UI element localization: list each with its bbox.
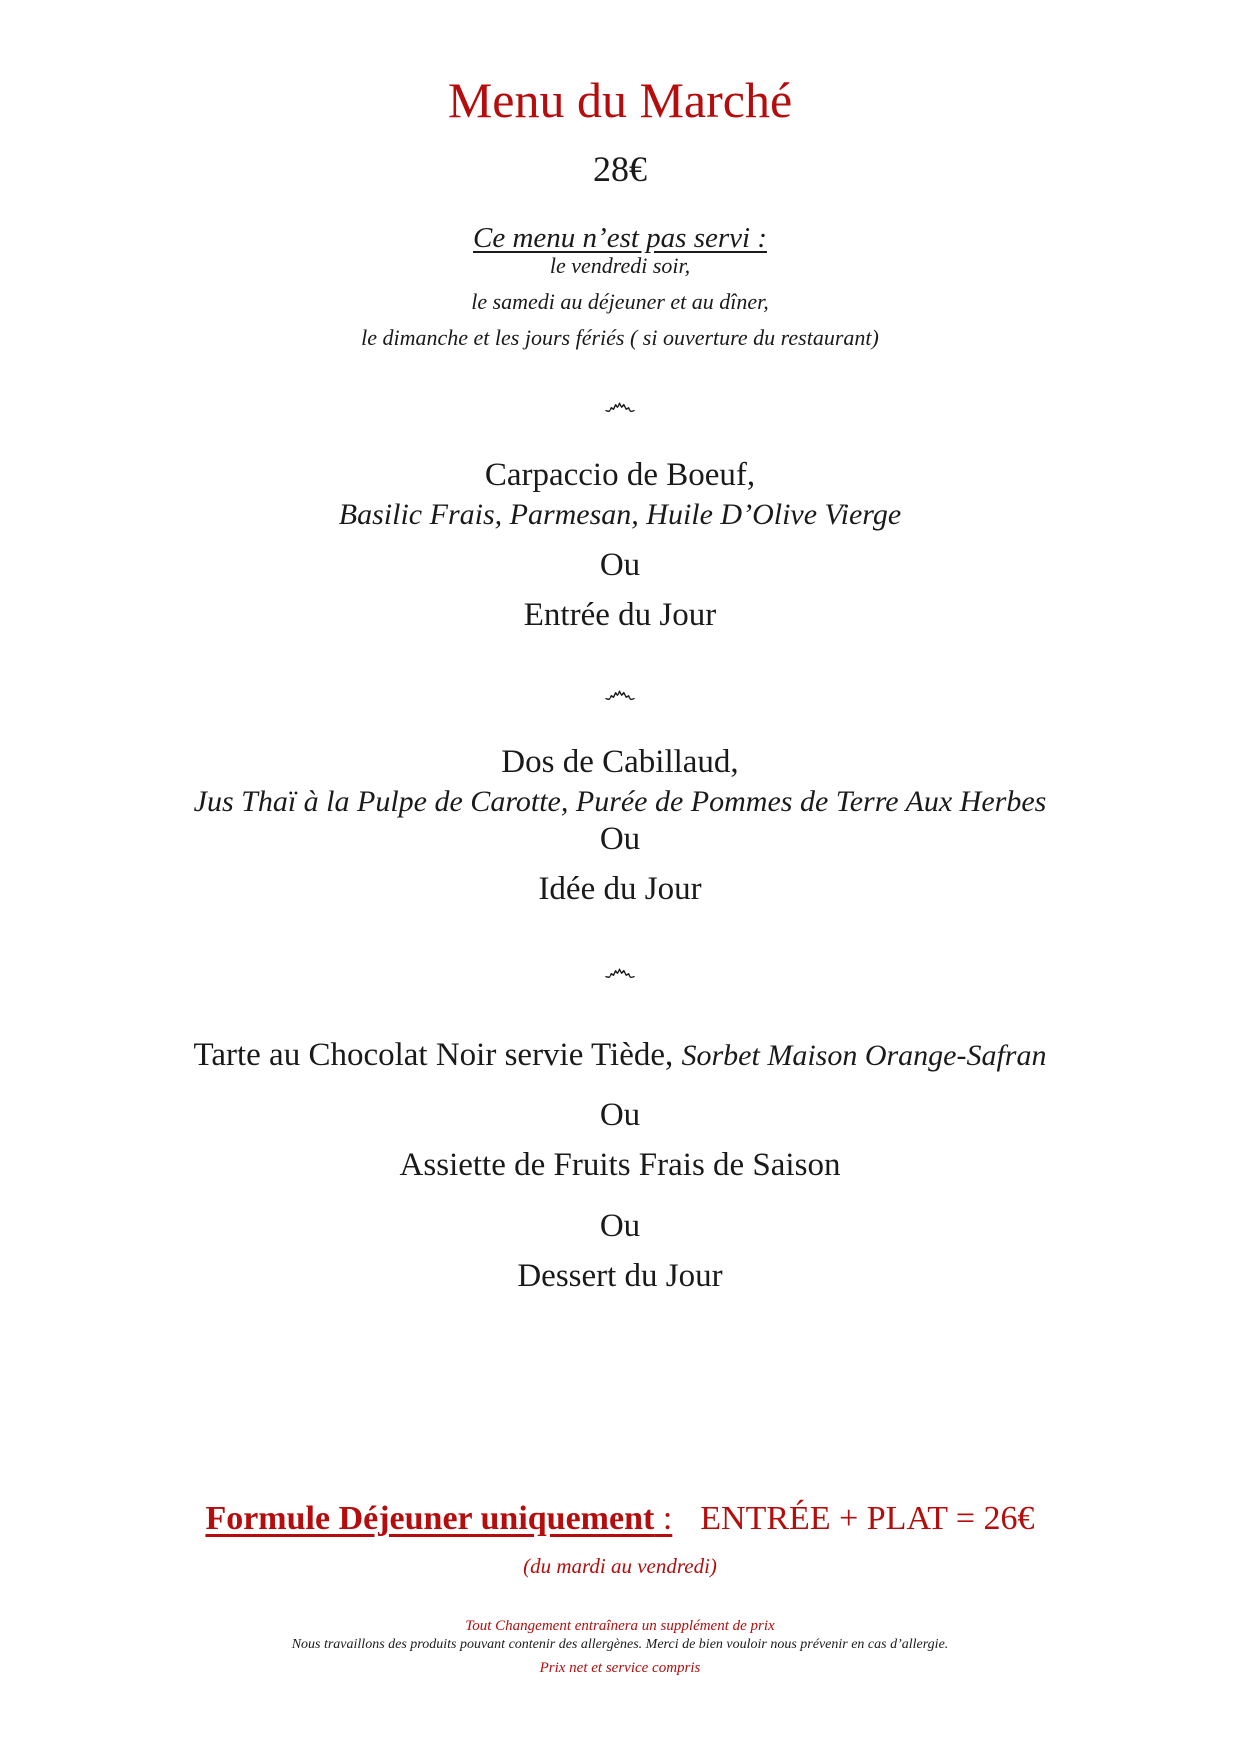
- dessert-or-1: Ou: [599, 1097, 641, 1133]
- footer-price-note: Prix net et service compris: [539, 1660, 701, 1676]
- flourish-icon: ෴: [603, 674, 637, 711]
- main-or: Ou: [599, 821, 641, 857]
- starter-dish: Carpaccio de Boeuf,: [484, 457, 756, 493]
- notice-heading: Ce menu n’est pas servi :: [473, 222, 767, 254]
- dessert-description: Sorbet Maison Orange-Safran: [681, 1039, 1047, 1072]
- formule-days: (du mardi au vendredi): [523, 1554, 717, 1578]
- dessert-alternative-2: Dessert du Jour: [517, 1258, 723, 1294]
- notice-line-sunday: le dimanche et les jours fériés ( si ouverture du restaurant): [361, 325, 879, 350]
- dessert-or-2: Ou: [599, 1208, 641, 1244]
- flourish-icon: ෴: [603, 952, 637, 989]
- menu-title: Menu du Marché: [447, 72, 793, 128]
- main-alternative: Idée du Jour: [538, 871, 702, 907]
- flourish-icon: ෴: [603, 386, 637, 423]
- notice-line-friday: le vendredi soir,: [549, 253, 691, 278]
- dessert-line: [0, 1036, 1240, 1076]
- formule-separator: :: [654, 1500, 673, 1537]
- starter-description: Basilic Frais, Parmesan, Huile D’Olive Vierge: [338, 498, 902, 531]
- main-description: Jus Thaï à la Pulpe de Carotte, Purée de Pommes de Terre Aux Herbes: [193, 785, 1047, 818]
- notice-line-saturday: le samedi au déjeuner et au dîner,: [471, 289, 769, 314]
- formule-line: [0, 1499, 1240, 1540]
- main-dish: Dos de Cabillaud,: [501, 744, 739, 780]
- dessert-alternative-1: Assiette de Fruits Frais de Saison: [399, 1147, 841, 1183]
- starter-alternative: Entrée du Jour: [523, 597, 717, 633]
- footer-allergen-note: Nous travaillons des produits pouvant contenir des allergènes. Merci de bien vouloir nous prévenir en cas d’allergie.: [291, 1637, 949, 1652]
- dessert-dish: Tarte au Chocolat Noir servie Tiède,: [193, 1037, 682, 1073]
- formule-offer: ENTRÉE + PLAT = 26€: [700, 1500, 1035, 1537]
- starter-or: Ou: [599, 547, 641, 583]
- formule-label: Formule Déjeuner uniquement: [205, 1500, 655, 1537]
- menu-price: 28€: [593, 149, 647, 189]
- footer-change-note: Tout Changement entraînera un supplément de prix: [465, 1618, 775, 1634]
